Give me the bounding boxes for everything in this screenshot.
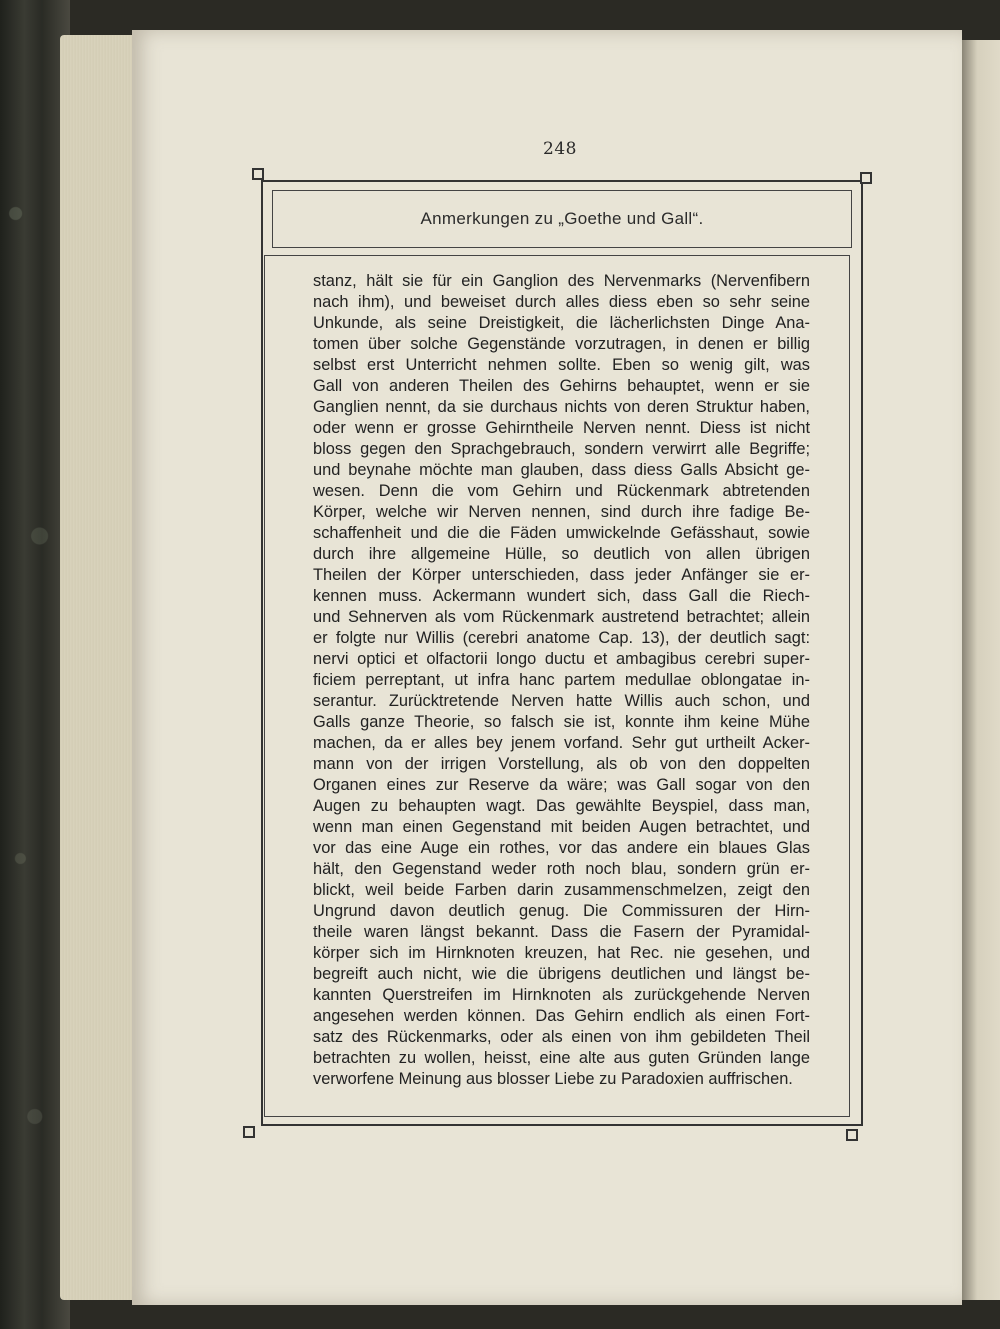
body-text	[313, 271, 810, 1090]
text-line: tomen über solche Gegenstände vorzutragen, in denen er billig	[313, 335, 810, 353]
page-edges	[60, 35, 138, 1300]
text-line: kennen muss. Ackermann wundert sich, dass Gall die Riech-	[313, 587, 810, 605]
text-line: stanz, hält sie für ein Ganglion des Nervenmarks (Nervenfibern	[313, 272, 810, 290]
text-line: nach ihm), und beweiset durch alles diess eben so sehr seine	[313, 293, 810, 311]
text-line: Körper, welche wir Nerven nennen, sind durch ihre fadige Be-	[313, 503, 810, 521]
text-line: Theilen der Körper unterschieden, dass jeder Anfänger sie er-	[313, 566, 810, 584]
text-line: serantur. Zurücktretende Nerven hatte Willis auch schon, und	[313, 692, 810, 710]
facing-page-edge	[962, 40, 1000, 1300]
text-line: theile waren längst bekannt. Dass die Fasern der Pyramidal-	[313, 923, 810, 941]
text-line: betrachten zu wollen, heisst, eine alte aus guten Gründen lange	[313, 1049, 810, 1067]
text-line: und beynahe möchte man glauben, dass diess Galls Absicht ge-	[313, 461, 810, 479]
text-line: Ungrund davon deutlich genug. Die Commissuren der Hirn-	[313, 902, 810, 920]
text-line: oder wenn er grosse Gehirntheile Nerven nennt. Diess ist nicht	[313, 419, 810, 437]
running-header-box	[272, 190, 852, 248]
frame-corner-top-left	[252, 168, 264, 180]
text-line: Augen zu behaupten wagt. Das gewählte Beyspiel, dass man,	[313, 797, 810, 815]
text-line: ficiem perreptant, ut infra hanc partem medullae oblongatae in-	[313, 671, 810, 689]
text-line: wenn man einen Gegenstand mit beiden Augen betrachtet, und	[313, 818, 810, 836]
text-line: schaffenheit und die die Fäden umwickelnde Gefässhaut, sowie	[313, 524, 810, 542]
text-line: er folgte nur Willis (cerebri anatome Cap. 13), der deutlich sagt:	[313, 629, 810, 647]
text-line: Organen eines zur Reserve da wäre; was Gall sogar von den	[313, 776, 810, 794]
text-line: machen, da er alles bey jenem vorfand. Sehr gut urtheilt Acker-	[313, 734, 810, 752]
text-line: hält, den Gegenstand weder roth noch blau, sondern grün er-	[313, 860, 810, 878]
text-line: selbst erst Unterricht nehmen sollte. Eben so wenig gilt, was	[313, 356, 810, 374]
text-line: Galls ganze Theorie, so falsch sie ist, konnte ihm keine Mühe	[313, 713, 810, 731]
text-line: verworfene Meinung aus blosser Liebe zu Paradoxien auffrischen.	[313, 1070, 793, 1088]
text-line: mann von der irrigen Vorstellung, als ob von den doppelten	[313, 755, 810, 773]
text-line: blickt, weil beide Farben darin zusammenschmelzen, zeigt den	[313, 881, 810, 899]
running-title: Anmerkungen zu „Goethe und Gall“.	[420, 209, 704, 228]
text-line: durch ihre allgemeine Hülle, so deutlich von allen übrigen	[313, 545, 810, 563]
text-line: angesehen werden können. Das Gehirn endlich als einen Fort-	[313, 1007, 810, 1025]
frame-corner-bottom-left	[243, 1126, 255, 1138]
text-line: körper sich im Hirnknoten kreuzen, hat Rec. nie gesehen, und	[313, 944, 810, 962]
text-line: kannten Querstreifen im Hirnknoten als zurückgehende Nerven	[313, 986, 810, 1004]
frame-corner-top-right	[860, 172, 872, 184]
frame-corner-bottom-right	[846, 1129, 858, 1141]
text-line: Gall von anderen Theilen des Gehirns behauptet, wenn er sie	[313, 377, 810, 395]
page-number: 248	[543, 139, 577, 159]
text-line: und Sehnerven als vom Rückenmark austretend betrachtet; allein	[313, 608, 810, 626]
text-line: Ganglien nennt, da sie durchaus nichts von deren Struktur haben,	[313, 398, 810, 416]
text-line: begreift auch nicht, wie die übrigens deutlichen und längst be-	[313, 965, 810, 983]
text-line: vor das eine Auge ein rothes, vor das andere ein blaues Glas	[313, 839, 810, 857]
text-line: satz des Rückenmarks, oder als einen von ihm gebildeten Theil	[313, 1028, 810, 1046]
text-line: Unkunde, als seine Dreistigkeit, die lächerlichsten Dinge Ana-	[313, 314, 810, 332]
text-line: bloss gegen den Sprachgebrauch, sondern verwirrt alle Begriffe;	[313, 440, 810, 458]
text-line: nervi optici et olfactorii longo ductu et ambagibus cerebri super-	[313, 650, 810, 668]
text-line: wesen. Denn die vom Gehirn und Rückenmark abtretenden	[313, 482, 810, 500]
